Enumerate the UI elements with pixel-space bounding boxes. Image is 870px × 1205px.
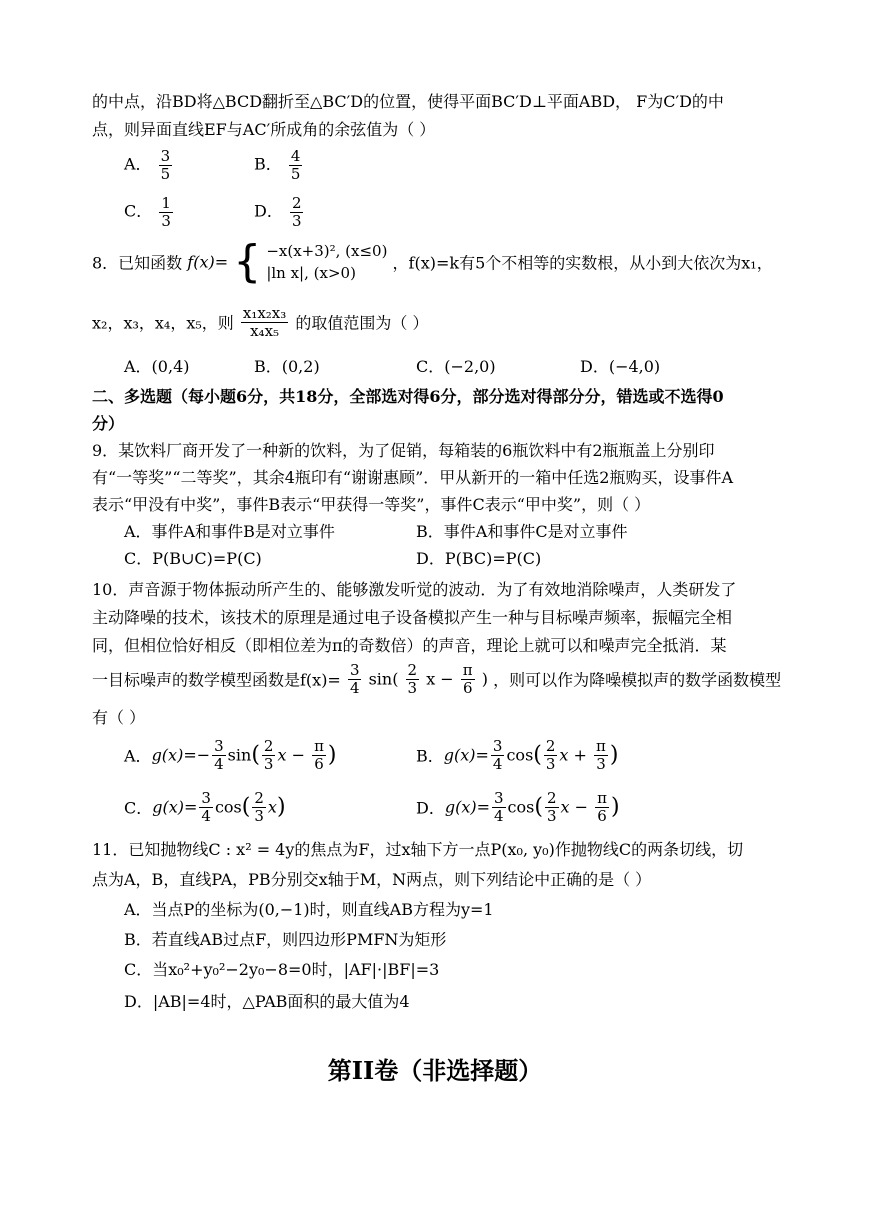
q10-line4: 一目标噪声的数学模型函数是f(x)= $\frac{3}{4}$ sin( $\frac{2}{3}$ x − $\frac{\pi}{6}$ ) ，则可以作为降噪模拟声的数学函数模型 — [92, 661, 782, 697]
q11-line2: 点为A，B，直线PA，PB分别交x轴于M，N两点，则下列结论中正确的是（ ） — [92, 870, 652, 889]
q9-line2: 有“一等奖”“二等奖”，其余4瓶印有“谢谢惠顾”．甲从新开的一箱中任选2瓶购买，设事件A — [92, 468, 733, 487]
q7-line2: 点，则异面直线EF与AC′所成角的余弦值为（ ） — [92, 120, 436, 139]
q8-option-c: C．(−2,0) — [416, 357, 496, 376]
q11-line1: 11．已知抛物线C : x² = 4y的焦点为F，过x轴下方一点P(x₀, y₀)作抛物线C的两条切线，切 — [92, 840, 744, 859]
q11-option-d: D．|AB|=4时，△PAB面积的最大值为4 — [124, 992, 410, 1011]
q7-option-b-fraction: $\frac{4}{5}$ — [290, 147, 301, 183]
part2-title: 第II卷（非选择题） — [327, 1056, 543, 1085]
q8-piecewise: −x(x+3)², (x≤0) |ln x|, (x>0) — [266, 242, 388, 282]
q11-option-a: A．当点P的坐标为(0,−1)时，则直线AB方程为y=1 — [124, 900, 494, 919]
q7-option-c-fraction: $\frac{1}{3}$ — [161, 194, 171, 230]
q8-line2: x₂，x₃，x₄，x₅，则 $\frac{\text{x₁x₂x₃}}{\text{x₄x₅}}$ 的取值范围为（ ） — [92, 304, 429, 340]
q7-option-a-fraction: $\frac{3}{5}$ — [160, 147, 171, 183]
q9-line3: 表示“甲没有中奖”，事件B表示“甲获得一等奖”，事件C表示“甲中奖”，则（ ） — [92, 495, 651, 514]
q10-line2: 主动降噪的技术，该技术的原理是通过电子设备模拟产生一种与目标噪声频率，振幅完全相 — [92, 608, 733, 627]
q7-option-a: A． $\frac{3}{5}$ — [124, 147, 171, 183]
q9-option-c: C．P(B∪C)=P(C) — [124, 549, 262, 568]
q8-fraction: $\frac{\text{x₁x₂x₃}}{\text{x₄x₅}}$ — [242, 304, 287, 340]
section2-heading: 二、多选题（每小题6分，共18分，全部选对得6分，部分选对得部分分，错选或不选得0 — [92, 387, 724, 406]
q11-option-b: B．若直线AB过点F，则四边形PMFN为矩形 — [124, 930, 447, 949]
q7-option-c: C． $\frac{1}{3}$ — [124, 194, 171, 230]
q8-option-a: A．(0,4) — [124, 357, 190, 376]
section2-heading-cont: 分） — [92, 414, 125, 433]
q7-option-b: B． $\frac{4}{5}$ — [254, 147, 301, 183]
q9-line1: 9．某饮料厂商开发了一种新的饮料，为了促销，每箱装的6瓶饮料中有2瓶瓶盖上分别印 — [92, 441, 715, 460]
q10-line5: 有（ ） — [92, 708, 146, 727]
q7-line1: 的中点，沿BD将△BCD翻折至△BC′D的位置，使得平面BC′D⊥平面ABD， F为C′D的中 — [92, 92, 724, 111]
q9-option-d: D．P(BC)=P(C) — [416, 549, 542, 568]
q10-option-b: B．g(x)= $\frac{3}{4}$ cos( $\frac{2}{3}$ x + $\frac{\pi}{3}$ ) — [416, 737, 619, 773]
q7-option-d-fraction: $\frac{2}{3}$ — [291, 194, 302, 230]
q8-option-b: B．(0,2) — [254, 357, 320, 376]
q10-option-c: C．g(x)= $\frac{3}{4}$ cos( $\frac{2}{3}$ x) — [124, 789, 286, 825]
q8-line1: 8．已知函数 f(x)= { −x(x+3)², (x≤0) |ln x|, (x>0) ，f(x)=k有5个不相等的实数根，从小到大依次为x₁， — [92, 236, 773, 287]
q10-option-d: D．g(x)= $\frac{3}{4}$ cos( $\frac{2}{3}$ x − $\frac{\pi}{6}$ ) — [416, 789, 620, 825]
q10-line3: 同，但相位恰好相反（即相位差为π的奇数倍）的声音，理论上就可以和噪声完全抵消．某 — [92, 636, 727, 655]
q11-option-c: C．当x₀²+y₀²−2y₀−8=0时，|AF|·|BF|=3 — [124, 960, 440, 979]
q10-option-a: A．g(x)=− $\frac{3}{4}$ sin( $\frac{2}{3}$ x − $\frac{\pi}{6}$ ) — [124, 737, 337, 773]
q9-option-b: B．事件A和事件C是对立事件 — [416, 522, 628, 541]
q9-option-a: A．事件A和事件B是对立事件 — [124, 522, 335, 541]
q7-option-d: D． $\frac{2}{3}$ — [254, 194, 302, 230]
q8-option-d: D．(−4,0) — [580, 357, 661, 376]
q10-line1: 10．声音源于物体振动所产生的、能够激发听觉的波动．为了有效地消除噪声，人类研发了 — [92, 580, 737, 599]
brace-icon: { — [233, 236, 262, 287]
